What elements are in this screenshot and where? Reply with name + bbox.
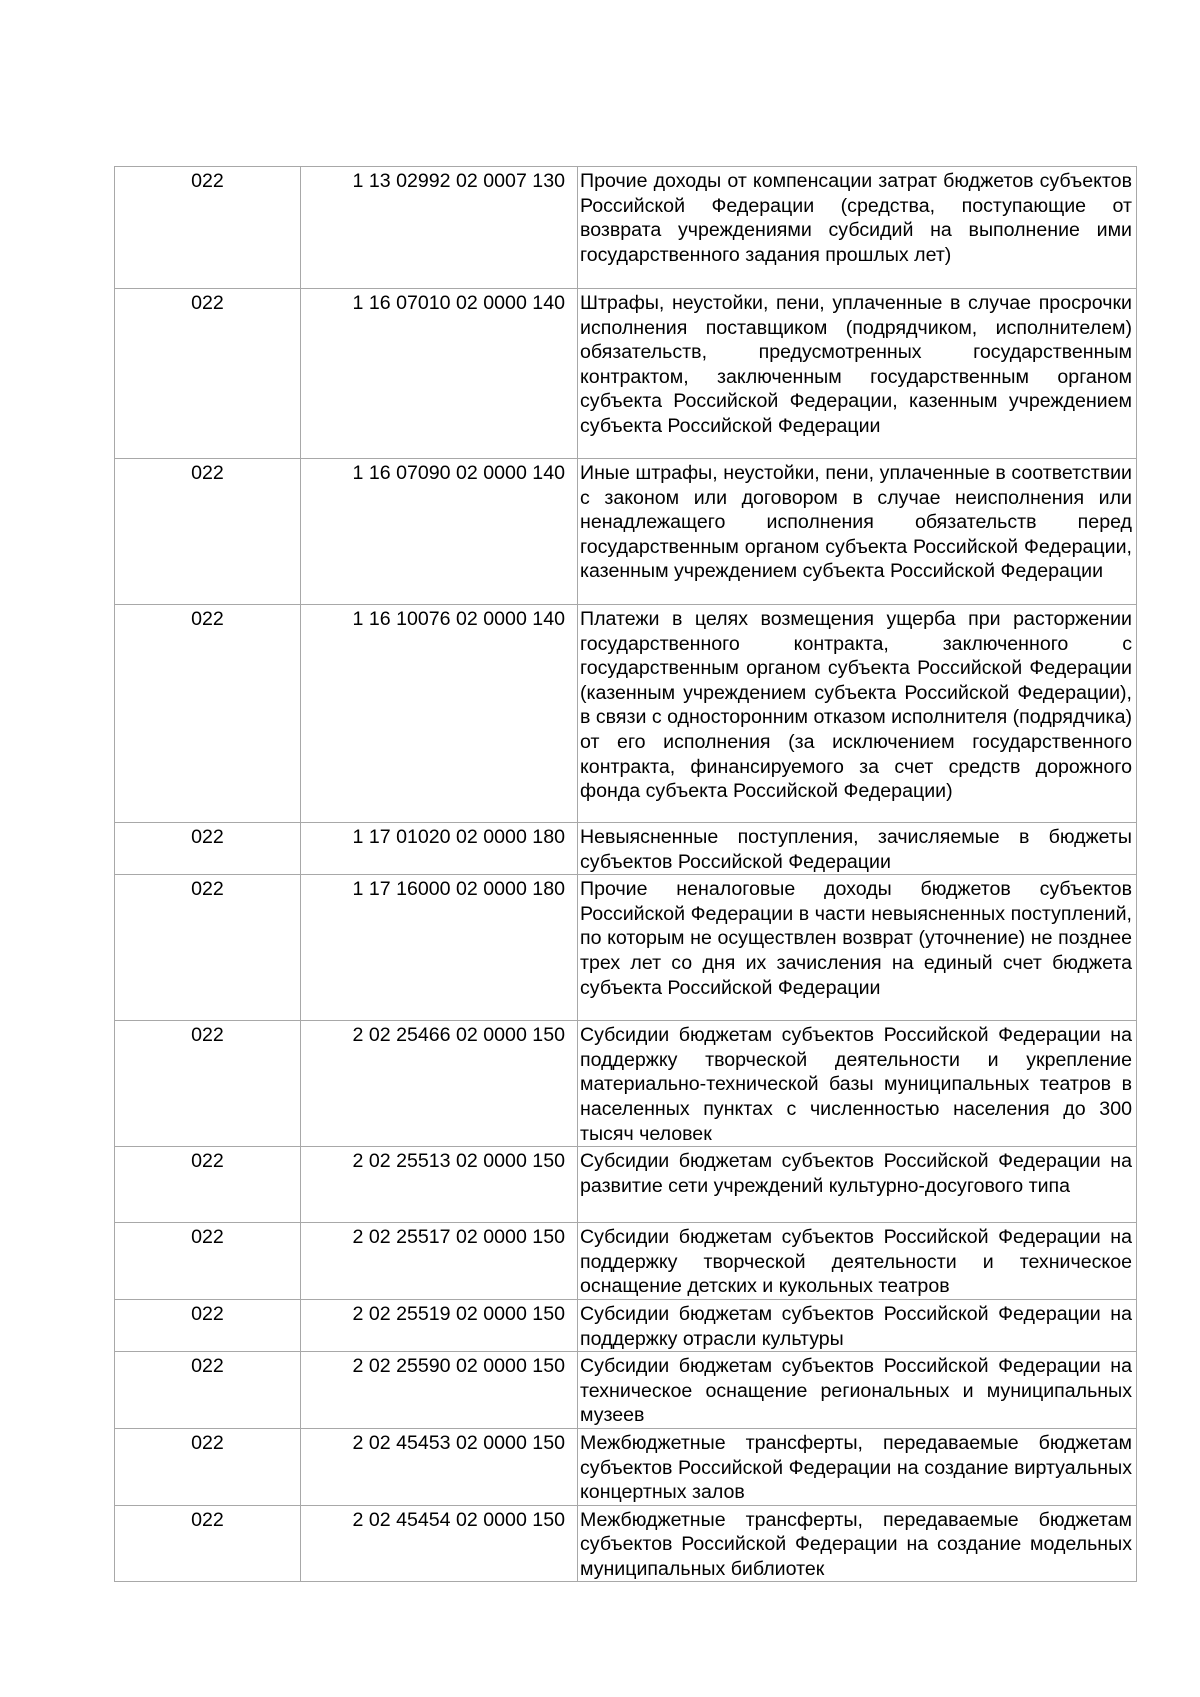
table-row [115,1428,1137,1505]
table-row [115,605,1137,823]
table-row [115,289,1137,459]
revenue-name-cell: Субсидии бюджетам субъектов Российской Федерации на поддержку творческой деятельности и укрепление материально-технической базы муниципальных театров в населенных пунктах с численностью населения до 300 тысяч человек [578,1021,1137,1147]
admin-code-cell: 022 [115,1428,301,1505]
budget-code-cell: 2 02 25513 02 0000 150 [301,1147,578,1223]
budget-code-cell: 2 02 45453 02 0000 150 [301,1428,578,1505]
revenue-name-cell: Субсидии бюджетам субъектов Российской Федерации на развитие сети учреждений культурно-досугового типа [578,1147,1137,1223]
budget-code-cell: 2 02 25517 02 0000 150 [301,1223,578,1300]
admin-code-cell: 022 [115,1299,301,1351]
admin-code-cell: 022 [115,1352,301,1429]
admin-code-cell: 022 [115,823,301,875]
admin-code-cell: 022 [115,875,301,1021]
admin-code-cell: 022 [115,605,301,823]
table-row [115,1299,1137,1351]
admin-code-cell: 022 [115,167,301,289]
admin-code-cell: 022 [115,1505,301,1582]
revenue-name-cell: Штрафы, неустойки, пени, уплаченные в случае просрочки исполнения поставщиком (подрядчиком, исполнителем) обязательств, предусмотренных государственным контрактом, заключенным государственным органом субъекта Российской Федерации, казенным учреждением субъекта Российской Федерации [578,289,1137,459]
revenue-name-cell: Субсидии бюджетам субъектов Российской Федерации на техническое оснащение региональных и муниципальных музеев [578,1352,1137,1429]
budget-code-cell: 1 16 10076 02 0000 140 [301,605,578,823]
budget-code-cell: 2 02 25519 02 0000 150 [301,1299,578,1351]
budget-code-cell: 1 17 01020 02 0000 180 [301,823,578,875]
table-row [115,823,1137,875]
revenue-name-cell: Прочие неналоговые доходы бюджетов субъектов Российской Федерации в части невыясненных поступлений, по которым не осуществлен возврат (уточнение) не позднее трех лет со дня их зачисления на единый счет бюджета субъекта Российской Федерации [578,875,1137,1021]
table-row [115,875,1137,1021]
revenue-name-cell: Межбюджетные трансферты, передаваемые бюджетам субъектов Российской Федерации на создание модельных муниципальных библиотек [578,1505,1137,1582]
revenue-name-cell: Субсидии бюджетам субъектов Российской Федерации на поддержку творческой деятельности и техническое оснащение детских и кукольных театров [578,1223,1137,1300]
revenue-name-cell: Субсидии бюджетам субъектов Российской Федерации на поддержку отрасли культуры [578,1299,1137,1351]
table-row [115,459,1137,605]
admin-code-cell: 022 [115,1223,301,1300]
budget-code-cell: 1 16 07010 02 0000 140 [301,289,578,459]
budget-code-cell: 1 17 16000 02 0000 180 [301,875,578,1021]
admin-code-cell: 022 [115,289,301,459]
admin-code-cell: 022 [115,1147,301,1223]
revenue-name-cell: Иные штрафы, неустойки, пени, уплаченные в соответствии с законом или договором в случае неисполнения или ненадлежащего исполнения обязательств перед государственным органом субъекта Российской Федерации, казенным учреждением субъекта Российской Федерации [578,459,1137,605]
budget-code-cell: 1 16 07090 02 0000 140 [301,459,578,605]
budget-code-cell: 2 02 25590 02 0000 150 [301,1352,578,1429]
revenue-name-cell: Невыясненные поступления, зачисляемые в бюджеты субъектов Российской Федерации [578,823,1137,875]
revenue-name-cell: Межбюджетные трансферты, передаваемые бюджетам субъектов Российской Федерации на создание виртуальных концертных залов [578,1428,1137,1505]
table-row [115,1223,1137,1300]
table-row [115,1352,1137,1429]
table-row [115,167,1137,289]
budget-code-cell: 2 02 25466 02 0000 150 [301,1021,578,1147]
table-row [115,1021,1137,1147]
budget-code-cell: 1 13 02992 02 0007 130 [301,167,578,289]
revenue-name-cell: Платежи в целях возмещения ущерба при расторжении государственного контракта, заключенного с государственным органом субъекта Российской Федерации (казенным учреждением субъекта Российской Федерации), в связи с односторонним отказом исполнителя (подрядчика) от его исполнения (за исключением государственного контракта, финансируемого за счет средств дорожного фонда субъекта Российской Федерации) [578,605,1137,823]
table-row [115,1505,1137,1582]
table-row [115,1147,1137,1223]
budget-code-cell: 2 02 45454 02 0000 150 [301,1505,578,1582]
budget-classification-table [114,166,1137,1582]
admin-code-cell: 022 [115,459,301,605]
revenue-name-cell: Прочие доходы от компенсации затрат бюджетов субъектов Российской Федерации (средства, поступающие от возврата учреждениями субсидий на выполнение ими государственного задания прошлых лет) [578,167,1137,289]
admin-code-cell: 022 [115,1021,301,1147]
